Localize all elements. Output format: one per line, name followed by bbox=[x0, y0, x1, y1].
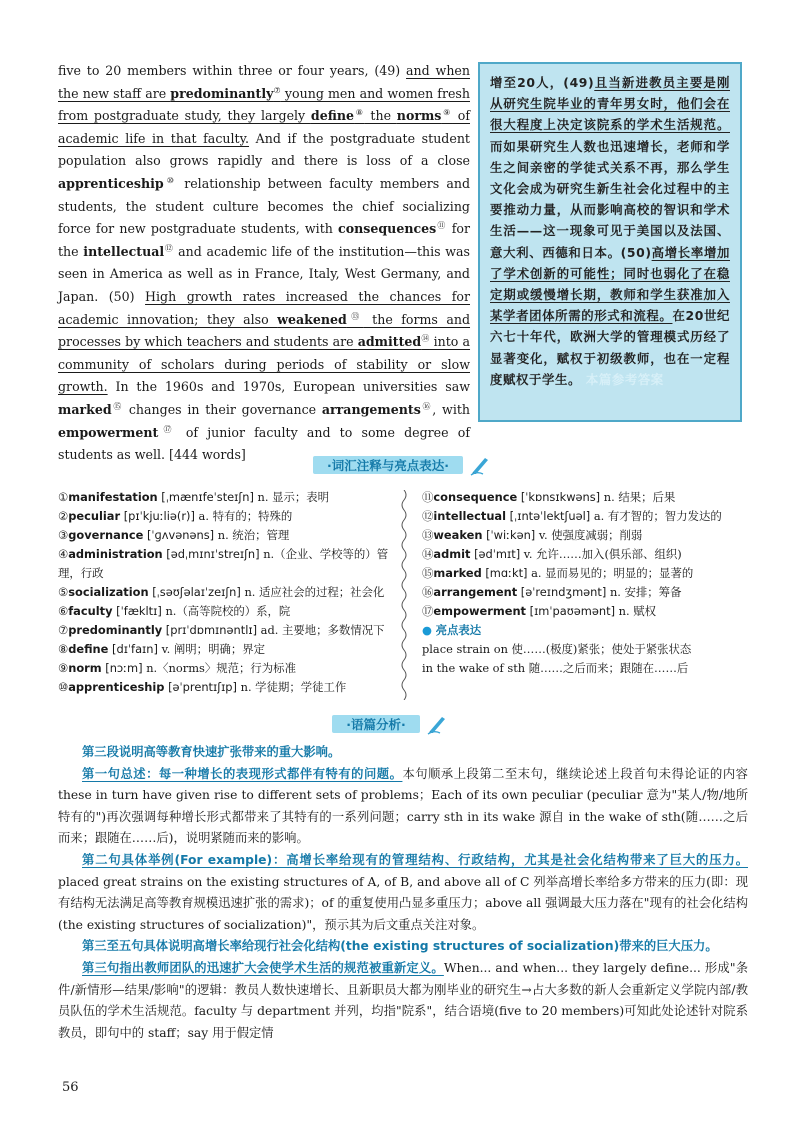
vocab-item bbox=[58, 621, 398, 640]
analysis-lead: 第一句总述：每一种增长的表现形式都伴有特有的问题。 bbox=[82, 766, 403, 781]
vocab-number: ① bbox=[58, 490, 69, 504]
vocab-phonetic: [nɔːm] bbox=[105, 661, 143, 675]
vocab-phonetic: [ˌmænɪfeˈsteɪʃn] bbox=[161, 490, 254, 504]
passage-segment: young men and women fresh bbox=[280, 85, 470, 101]
passage-segment: relationship between faculty members and students, the student culture becomes the chief socializing force for new postgraduate students, with bbox=[58, 175, 471, 237]
vocab-phonetic: [ˈfækltɪ] bbox=[116, 604, 162, 618]
footnote-marker: ⑭ bbox=[421, 333, 430, 343]
keyword: apprenticeship bbox=[58, 175, 164, 191]
footnote-marker: ⑩ bbox=[163, 175, 178, 185]
vocab-phonetic: [ˈwiːkən] bbox=[486, 528, 536, 542]
vocab-item bbox=[58, 526, 398, 545]
vocab-number: ⑥ bbox=[58, 604, 69, 618]
passage-segment: five to 20 members within three or four years, bbox=[58, 63, 375, 78]
translation-text: 增至20人，(49) bbox=[490, 75, 595, 90]
vocab-word: weaken bbox=[433, 528, 483, 542]
keyword: predominantly bbox=[170, 85, 274, 101]
vocab-word: apprenticeship bbox=[68, 680, 165, 694]
vocab-definition: a. 显而易见的；明显的；显著的 bbox=[531, 566, 694, 580]
passage-text bbox=[58, 60, 470, 467]
translation-underlined: 且当新进教员主要是刚从研究生院毕业的青年男女时，他们会在很大程度上决定该院系的学术生活规范。 bbox=[490, 75, 730, 133]
passage-segment: for the bbox=[58, 221, 470, 259]
vocab-item bbox=[422, 488, 752, 507]
vocab-number: ⑬ bbox=[422, 528, 434, 542]
vocab-word: empowerment bbox=[433, 604, 526, 618]
vocab-phonetic: [pɪˈkjuːliə(r)] bbox=[123, 509, 195, 523]
passage-segment: of junior faculty and to some degree of students as well. [444 words] bbox=[58, 424, 470, 463]
keyword: consequences bbox=[338, 221, 437, 237]
vocab-definition: a. 有才智的；智力发达的 bbox=[593, 509, 722, 523]
highlights-title bbox=[422, 621, 752, 640]
vocab-word: marked bbox=[433, 566, 482, 580]
keyword: admitted bbox=[357, 334, 422, 350]
translation-text: 在20世纪六七十年代，欧洲大学的管理模式历经了显著变化，赋权于初级教师，也在一定程度赋权于学生。 bbox=[490, 308, 730, 387]
keyword: marked bbox=[58, 401, 112, 417]
vocab-number: ⑰ bbox=[422, 604, 434, 618]
footnote-marker: ⑬ bbox=[346, 311, 364, 321]
passage-segment: academic life in that faculty. bbox=[58, 130, 250, 146]
footnote-marker: ⑪ bbox=[436, 220, 447, 230]
vocab-word: consequence bbox=[433, 490, 518, 504]
vocab-number: ⑩ bbox=[58, 680, 69, 694]
vocab-item bbox=[58, 507, 398, 526]
vocab-word: predominantly bbox=[68, 623, 163, 637]
vocab-number: ② bbox=[58, 509, 69, 523]
sentence-number: (49) bbox=[374, 63, 407, 78]
analysis-heading bbox=[300, 713, 480, 735]
vocab-number: ⑪ bbox=[422, 490, 434, 504]
vocab-item bbox=[58, 602, 398, 621]
vocab-definition: n.（企业、学校等的）管理，行政 bbox=[58, 547, 389, 580]
vocab-word: define bbox=[68, 642, 109, 656]
vocab-definition: n. 统治；管理 bbox=[217, 528, 290, 542]
passage-segment: of bbox=[452, 108, 470, 124]
passage-segment: the forms and processes by which teachers and students are bbox=[58, 311, 471, 350]
vocab-word: peculiar bbox=[68, 509, 121, 523]
pen-icon bbox=[426, 713, 448, 735]
vocab-number: ⑭ bbox=[422, 547, 434, 561]
vocab-definition: v. 允许……加入(俱乐部、组织) bbox=[523, 547, 682, 561]
vocab-phonetic: [əˈprentɪʃɪp] bbox=[168, 680, 237, 694]
analysis-lead: 第三句指出教师团队的迅速扩大会使学术生活的规范被重新定义。 bbox=[82, 960, 444, 975]
vocab-list-right bbox=[422, 488, 752, 678]
analysis-paragraph bbox=[58, 936, 748, 958]
vocab-right-items bbox=[422, 488, 752, 621]
footnote-marker: ⑨ bbox=[441, 108, 453, 117]
vocab-phonetic: [əˈreɪndʒmənt] bbox=[520, 585, 607, 599]
bullet-icon: ● bbox=[422, 623, 432, 637]
passage-segment: the new staff are bbox=[58, 85, 171, 101]
keyword: intellectual bbox=[83, 243, 165, 259]
footnote-marker: ⑯ bbox=[420, 401, 433, 411]
passage-segment: High growth rates increased the chances for academic innovation; they also bbox=[58, 288, 470, 327]
vocab-heading bbox=[282, 454, 522, 476]
passage-segment: from postgraduate study, they largely bbox=[58, 108, 311, 124]
vocab-phonetic: [dɪˈfaɪn] bbox=[112, 642, 158, 656]
vocab-definition: n. 安排；筹备 bbox=[609, 585, 682, 599]
vocab-number: ⑫ bbox=[422, 509, 434, 523]
vocab-word: manifestation bbox=[68, 490, 158, 504]
vocab-phonetic: [ədˌmɪnɪˈstreɪʃn] bbox=[166, 547, 260, 561]
vocab-phonetic: [ˌɪntəˈlektʃuəl] bbox=[509, 509, 591, 523]
vocab-definition: n. 显示；表明 bbox=[257, 490, 330, 504]
keyword: weakened bbox=[277, 311, 347, 327]
vocab-word: socialization bbox=[68, 585, 149, 599]
passage-segment: the bbox=[364, 108, 397, 124]
analysis-paragraph bbox=[58, 742, 748, 764]
vocab-heading-label: ·词汇注释与亮点表达· bbox=[313, 456, 463, 474]
analysis-summary: 第三段说明高等教育快速扩张带来的重大影响。 bbox=[82, 745, 341, 759]
wavy-divider bbox=[400, 490, 408, 700]
vocab-item bbox=[58, 640, 398, 659]
vocab-definition: v. 使强度减弱；削弱 bbox=[538, 528, 643, 542]
analysis-body: placed great strains on the existing structures of A, of B, and above all of C 列举高增长率给多方带来的压力(即：现有结构无法满足高等教育规模迅速扩张的需求)；of 的重复使用凸显多重压力；above all 强调最大压力落在"现有的社会化结构(the existing structures of socialization)"，预示其为后文重点关注对象。 bbox=[58, 874, 748, 932]
passage-segment: into a community of scholars during periods of stability or slow growth. bbox=[58, 334, 471, 395]
vocab-word: arrangement bbox=[433, 585, 518, 599]
vocab-phonetic: [ˈkɒnsɪkwəns] bbox=[520, 490, 601, 504]
vocab-phonetic: [ˈɡʌvənəns] bbox=[146, 528, 215, 542]
keyword: empowerment bbox=[58, 424, 159, 440]
passage-segment: changes in their governance bbox=[123, 401, 322, 417]
keyword: norms bbox=[396, 108, 442, 124]
vocab-item bbox=[422, 545, 752, 564]
passage-segment: , with bbox=[432, 401, 471, 417]
footnote-marker: ⑮ bbox=[111, 401, 124, 411]
vocab-definition: n. 适应社会的过程；社会化 bbox=[244, 585, 385, 599]
highlights-title-label: 亮点表达 bbox=[435, 623, 482, 637]
passage-segment: and when bbox=[406, 63, 470, 78]
translation-underlined: 高增长率增加了学术创新的可能性；同时也弱化了在稳定期或缓慢增长期，教师和学生获准加入某学者团体所需的形式和流程。 bbox=[490, 244, 730, 324]
passage-segment: And if the postgraduate student population also grows rapidly and there is loss of a close bbox=[58, 130, 470, 169]
vocab-phonetic: [ədˈmɪt] bbox=[474, 547, 521, 561]
vocab-phonetic: [mɑːkt] bbox=[485, 566, 528, 580]
vocab-item bbox=[422, 602, 752, 621]
vocab-definition: n. 学徒期；学徒工作 bbox=[240, 680, 347, 694]
vocab-number: ③ bbox=[58, 528, 69, 542]
vocab-definition: n. 赋权 bbox=[618, 604, 657, 618]
vocab-phonetic: [ˌsəʊʃəlaɪˈzeɪʃn] bbox=[152, 585, 241, 599]
page-number: 56 bbox=[62, 1080, 79, 1095]
pen-icon bbox=[469, 454, 491, 476]
keyword: define bbox=[310, 108, 355, 124]
translation-text: 而如果研究生人数也迅速增长，老师和学生之间亲密的学徒式关系不再，那么学生文化会成为研究生新生社会化过程中的主要推动力量，从而影响高校的智识和学术生活——这一现象可见于美国以及法国、意大利、西德和日本。(50) bbox=[490, 138, 730, 260]
vocab-item bbox=[422, 564, 752, 583]
vocab-word: admit bbox=[433, 547, 471, 561]
analysis-text bbox=[58, 742, 748, 1044]
translation-box bbox=[478, 62, 742, 422]
vocab-item bbox=[58, 488, 398, 507]
vocab-item bbox=[422, 526, 752, 545]
vocab-number: ⑮ bbox=[422, 566, 434, 580]
vocab-definition: a. 特有的；特殊的 bbox=[198, 509, 293, 523]
vocab-definition: v. 阐明；明确；界定 bbox=[161, 642, 266, 656]
analysis-paragraph bbox=[58, 958, 748, 1044]
vocab-word: intellectual bbox=[433, 509, 507, 523]
footnote-marker: ⑫ bbox=[164, 243, 174, 253]
vocab-number: ⑦ bbox=[58, 623, 69, 637]
vocab-definition: ad. 主要地；多数情况下 bbox=[260, 623, 385, 637]
vocab-item bbox=[58, 659, 398, 678]
footnote-marker: ⑧ bbox=[354, 108, 365, 117]
highlight-item: in the wake of sth 随……之后而来；跟随在……后 bbox=[422, 661, 689, 675]
vocab-number: ⑯ bbox=[422, 585, 434, 599]
vocab-item bbox=[58, 583, 398, 602]
analysis-body: 本句顺承上段第二至末句，继续论述上段首句未得论证的内容 these in turn have given rise to different sets of problems；Each of its own peculiar (peculiar 意为"某人/物/地所特有的")再次强调每种增长形式都带来了其特有的一系列问题；carry sth in its wake 源自 in the wake of sth(随……之后而来；跟随在……后)，说明紧随而来的影响。 bbox=[58, 766, 748, 846]
analysis-paragraph bbox=[58, 850, 748, 936]
vocab-definition: n.（高等院校的）系，院 bbox=[165, 604, 291, 618]
analysis-summary: 第三至五句具体说明高增长率给现行社会化结构(the existing structures of socialization)带来的巨大压力。 bbox=[82, 939, 718, 954]
footnote-marker: ⑰ bbox=[158, 424, 177, 434]
vocab-definition: n.〈norms〉规范；行为标准 bbox=[146, 661, 296, 675]
vocab-number: ⑧ bbox=[58, 642, 69, 656]
vocab-word: administration bbox=[68, 547, 163, 561]
passage-segment: and academic life of the institution—this was seen in America as well as in France, Italy, West Germany, and Japan. bbox=[58, 243, 471, 304]
highlight-item: place strain on 使……(极度)紧张；使处于紧张状态 bbox=[422, 642, 692, 656]
sentence-number: (50) bbox=[108, 288, 146, 304]
vocab-number: ⑨ bbox=[58, 661, 69, 675]
footnote-marker: ⑦ bbox=[273, 85, 281, 95]
vocab-number: ⑤ bbox=[58, 585, 69, 599]
passage-segment: In the 1960s and 1970s, European universities saw bbox=[107, 379, 470, 395]
analysis-lead: 第二句具体举例(For example)：高增长率给现有的管理结构、行政结构，尤其是社会化结构带来了巨大的压力。 bbox=[82, 852, 748, 867]
vocab-item bbox=[58, 678, 398, 697]
vocab-phonetic: [ɪmˈpaʊəmənt] bbox=[529, 604, 616, 618]
keyword: arrangements bbox=[321, 401, 421, 417]
vocab-item bbox=[58, 545, 398, 583]
vocab-definition: n. 结果；后果 bbox=[603, 490, 676, 504]
vocab-number: ④ bbox=[58, 547, 69, 561]
watermark-text: 本篇参考答案 bbox=[585, 371, 664, 387]
vocab-phonetic: [prɪˈdɒmɪnəntlɪ] bbox=[165, 623, 258, 637]
analysis-body: When... and when... they largely define... 形成"条件/新情形—结果/影响"的逻辑：教员人数快速增长、且新职员大都为刚毕业的研究生→占大多数的新人会重新定义学院内部/教员队伍的学术生活规范。faculty 与 department 并列，均指"院系"，结合语境(five to 20 members)可知此处论述针对院系教员，即句中的 staff；say 用于假定情 bbox=[58, 960, 748, 1040]
passage-paragraph bbox=[58, 60, 470, 467]
vocab-item bbox=[422, 583, 752, 602]
analysis-heading-label: ·语篇分析· bbox=[332, 715, 420, 733]
vocab-word: faculty bbox=[68, 604, 113, 618]
vocab-item bbox=[422, 507, 752, 526]
vocab-list-left bbox=[58, 488, 398, 697]
analysis-paragraph bbox=[58, 764, 748, 850]
vocab-word: norm bbox=[68, 661, 102, 675]
vocab-word: governance bbox=[68, 528, 144, 542]
